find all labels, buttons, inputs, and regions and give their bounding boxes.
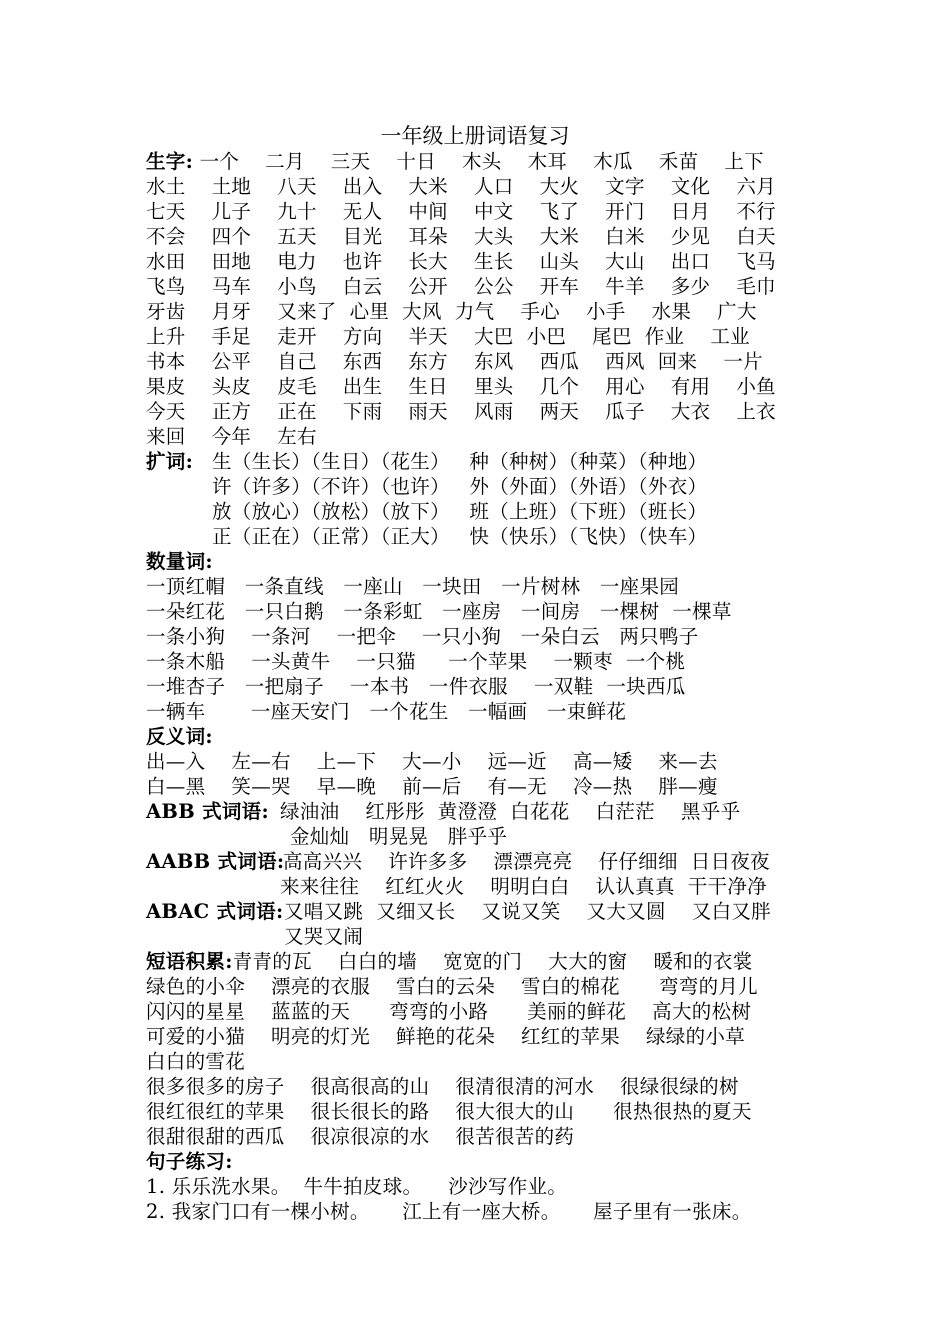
shuliangci-line: 一条木船 一头黄牛 一只猫 一个苹果 一颗枣 一个桃	[146, 650, 686, 673]
shengzi-line: 水田 田地 电力 也许 长大 生长 山头 大山 出口 飞马	[146, 250, 776, 273]
aabb-line: 来来往往 红红火火 明明白白 认认真真 干干净净	[280, 875, 767, 898]
shengzi-line: 生字: 一个 二月 三天 十日 木头 木耳 木瓜 禾苗 上下	[146, 150, 764, 173]
abac-line: 又哭又闹	[284, 925, 364, 948]
fanyici-line: 白—黑 笑—哭 早—晚 前—后 有—无 冷—热 胖—瘦	[146, 775, 718, 798]
shuliangci-line: 一朵红花 一只白鹅 一条彩虹 一座房 一间房 一棵树 一棵草	[146, 600, 732, 623]
shengzi-line: 牙齿 月牙 又来了 心里 大风 力气 手心 小手 水果 广大	[146, 300, 757, 323]
juzi-label: 句子练习:	[146, 1150, 233, 1173]
kuoci-label: 扩词:	[146, 450, 194, 473]
duanyu-line: 可爱的小猫 明亮的灯光 鲜艳的花朵 红红的苹果 绿绿的小草	[146, 1025, 745, 1048]
abac-label: ABAC 式词语:	[146, 900, 284, 923]
shengzi-line: 书本 公平 自己 东西 东方 东风 西瓜 西风 回来 一片	[146, 350, 763, 373]
abb-label: ABB 式词语:	[146, 800, 269, 823]
shengzi-line: 飞鸟 马车 小鸟 白云 公开 公公 开车 牛羊 多少 毛巾	[146, 275, 776, 298]
abb-line: 绿油油 红彤彤 黄澄澄 白花花 白茫茫 黑乎乎	[280, 800, 741, 823]
duanyu-line: 闪闪的星星 蓝蓝的天 弯弯的小路 美丽的鲜花 高大的松树	[146, 1000, 752, 1023]
duanyu-line: 白白的雪花	[146, 1050, 246, 1073]
page-title: 一年级上册词语复习	[380, 124, 570, 148]
shengzi-label: 生字:	[146, 150, 194, 173]
kuoci-line: 正（正在）（正常）（正大） 快（快乐）（飞快）（快车）	[212, 525, 708, 548]
abb-line: 金灿灿 明晃晃 胖乎乎	[290, 825, 508, 848]
aabb-label: AABB 式词语:	[146, 850, 285, 873]
duanyu-line: 很甜很甜的西瓜 很凉很凉的水 很苦很苦的药	[146, 1125, 575, 1148]
shengzi-line: 今天 正方 正在 下雨 雨天 风雨 两天 瓜子 大衣 上衣	[146, 400, 776, 423]
kuoci-line: 许（许多）（不许）（也许） 外（外面）（外语）（外衣）	[212, 475, 708, 498]
fanyici-line: 出—入 左—右 上—下 大—小 远—近 高—矮 来—去	[146, 750, 718, 773]
duanyu-line: 很红很红的苹果 很长很长的路 很大很大的山 很热很热的夏天	[146, 1100, 752, 1123]
shuliangci-line: 一辆车 一座天安门 一个花生 一幅画 一束鲜花	[146, 700, 627, 723]
juzi-line: 1. 乐乐洗水果。 牛牛拍皮球。 沙沙写作业。	[146, 1175, 568, 1198]
shuliangci-line: 一堆杏子 一把扇子 一本书 一件衣服 一双鞋 一块西瓜	[146, 675, 686, 698]
shuliangci-label: 数量词:	[146, 550, 213, 573]
aabb-line: 高高兴兴 许许多多 漂漂亮亮 仔仔细细 日日夜夜	[283, 850, 770, 873]
shengzi-line: 上升 手足 走开 方向 半天 大巴 小巴 尾巴 作业 工业	[146, 325, 750, 348]
duanyu-line: 很多很多的房子 很高很高的山 很清很清的河水 很绿很绿的树	[146, 1075, 739, 1098]
duanyu-label: 短语积累:	[146, 950, 233, 973]
shengzi-line: 果皮 头皮 皮毛 出生 生日 里头 几个 用心 有用 小鱼	[146, 375, 776, 398]
shuliangci-line: 一顶红帽 一条直线 一座山 一块田 一片树林 一座果园	[146, 575, 680, 598]
kuoci-line: 生（生长）（生日）（花生） 种（种树）（种菜）（种地）	[212, 450, 708, 473]
shengzi-line: 七天 儿子 九十 无人 中间 中文 飞了 开门 日月 不行	[146, 200, 776, 223]
abac-line: 又唱又跳 又细又长 又说又笑 又大又圆 又白又胖	[284, 900, 771, 923]
duanyu-line: 短语积累:青青的瓦 白白的墙 宽宽的门 大大的窗 暖和的衣裳	[146, 950, 753, 973]
shengzi-line: 来回 今年 左右	[146, 425, 317, 448]
fanyici-label: 反义词:	[146, 725, 213, 748]
kuoci-line: 放（放心）（放松）（放下） 班（上班）（下班）（班长）	[212, 500, 708, 523]
shengzi-line: 不会 四个 五天 目光 耳朵 大头 大米 白米 少见 白天	[146, 225, 776, 248]
shengzi-line: 水土 土地 八天 出入 大米 人口 大火 文字 文化 六月	[146, 175, 776, 198]
shuliangci-line: 一条小狗 一条河 一把伞 一只小狗 一朵白云 两只鸭子	[146, 625, 699, 648]
juzi-line: 2. 我家门口有一棵小树。 江上有一座大桥。 屋子里有一张床。	[146, 1200, 752, 1223]
duanyu-line: 绿色的小伞 漂亮的衣服 雪白的云朵 雪白的棉花 弯弯的月儿	[146, 975, 758, 998]
